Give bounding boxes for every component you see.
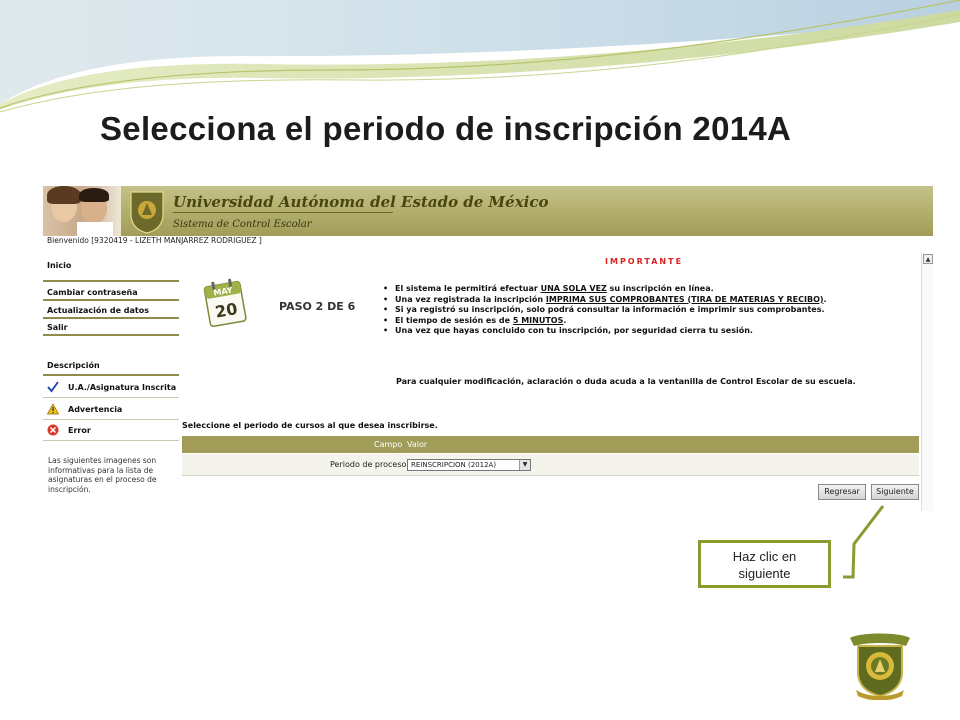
callout-line: Haz clic en [732,549,797,564]
legend-label: U.A./Asignatura Inscrita [68,383,177,392]
checkmark-icon [47,381,59,393]
warning-icon [47,403,59,415]
column-header-campo: Campo [374,440,403,449]
sidebar-divider [43,299,179,301]
calendar-month: MAY [212,285,234,298]
sidebar-item-cambiar-contrasena[interactable]: Cambiar contraseña [47,288,138,297]
contact-notice: Para cualquier modificación, aclaración o duda acuda a la ventanilla de Control Escolar de su escuela. [396,377,856,386]
list-item: • Si ya registró su inscripción, solo podrá consultar la información e imprimir sus comprobantes. [383,305,827,316]
step-indicator: PASO 2 DE 6 [279,300,356,313]
callout-box [698,540,831,588]
select-period-prompt: Seleccione el periodo de cursos al que desea inscribirse. [182,421,438,430]
sidebar-divider [43,317,179,319]
decorative-swoosh [0,0,960,120]
legend-label: Advertencia [68,405,123,414]
university-logo-icon [846,628,914,700]
legend-row-error [43,420,179,441]
important-list [383,284,827,337]
legend-title: Descripción [47,361,100,370]
sidebar-divider [43,334,179,336]
sidebar-item-inicio[interactable]: Inicio [47,261,72,270]
table-row [182,454,919,476]
legend-row-inscrita [43,377,179,398]
welcome-text: Bienvenido [9320419 - LIZETH MANJARREZ RODRIGUEZ ] [47,236,262,245]
calendar-day: 20 [213,299,239,322]
callout-line: siguiente [738,566,791,581]
column-header-valor: Valor [407,440,428,449]
sidebar-divider [43,280,179,282]
period-selected-value: REINSCRIPCION (2012A) [411,461,497,469]
legend-label: Error [68,426,91,435]
university-seal-icon [127,188,167,234]
period-select[interactable] [407,459,531,471]
scrollbar[interactable] [921,253,933,511]
next-button[interactable]: Siguiente [871,484,919,500]
legend-row-advertencia [43,399,179,420]
calendar-icon [203,278,247,328]
sidebar-item-actualizacion-datos[interactable]: Actualización de datos [47,306,149,315]
sidebar-item-salir[interactable]: Salir [47,323,68,332]
sidebar-note: Las siguientes imagenes son informativas para la lista de asignaturas en el proceso de inscripción. [48,456,157,494]
university-name: Universidad Autónoma del Estado de México [173,193,549,211]
banner-divider [173,212,393,213]
scroll-up-icon[interactable]: ▲ [923,254,933,264]
table-header [182,436,919,453]
list-item: • Una vez registrada la inscripción IMPRIMA SUS COMPROBANTES (TIRA DE MATERIAS Y RECIBO). [383,295,827,306]
sidebar [43,248,179,511]
registration-screenshot [43,186,933,511]
back-button[interactable]: Regresar [818,484,866,500]
important-heading: IMPORTANTE [605,257,684,266]
slide-title: Selecciona el periodo de inscripción 2014A [100,110,792,147]
list-item: • Una vez que hayas concluido con tu inscripción, por seguridad cierra tu sesión. [383,326,827,337]
list-item: • El sistema le permitirá efectuar UNA SOLA VEZ su inscripción en línea. [383,284,827,295]
system-name: Sistema de Control Escolar [173,219,312,230]
chevron-down-icon[interactable]: ▼ [519,460,530,470]
period-label: Periodo de proceso [330,460,407,469]
sidebar-divider [43,374,179,376]
header-banner [43,186,933,236]
error-icon [47,424,59,436]
list-item: • El tiempo de sesión es de 5 MINUTOS. [383,316,827,327]
students-photo [43,186,121,236]
